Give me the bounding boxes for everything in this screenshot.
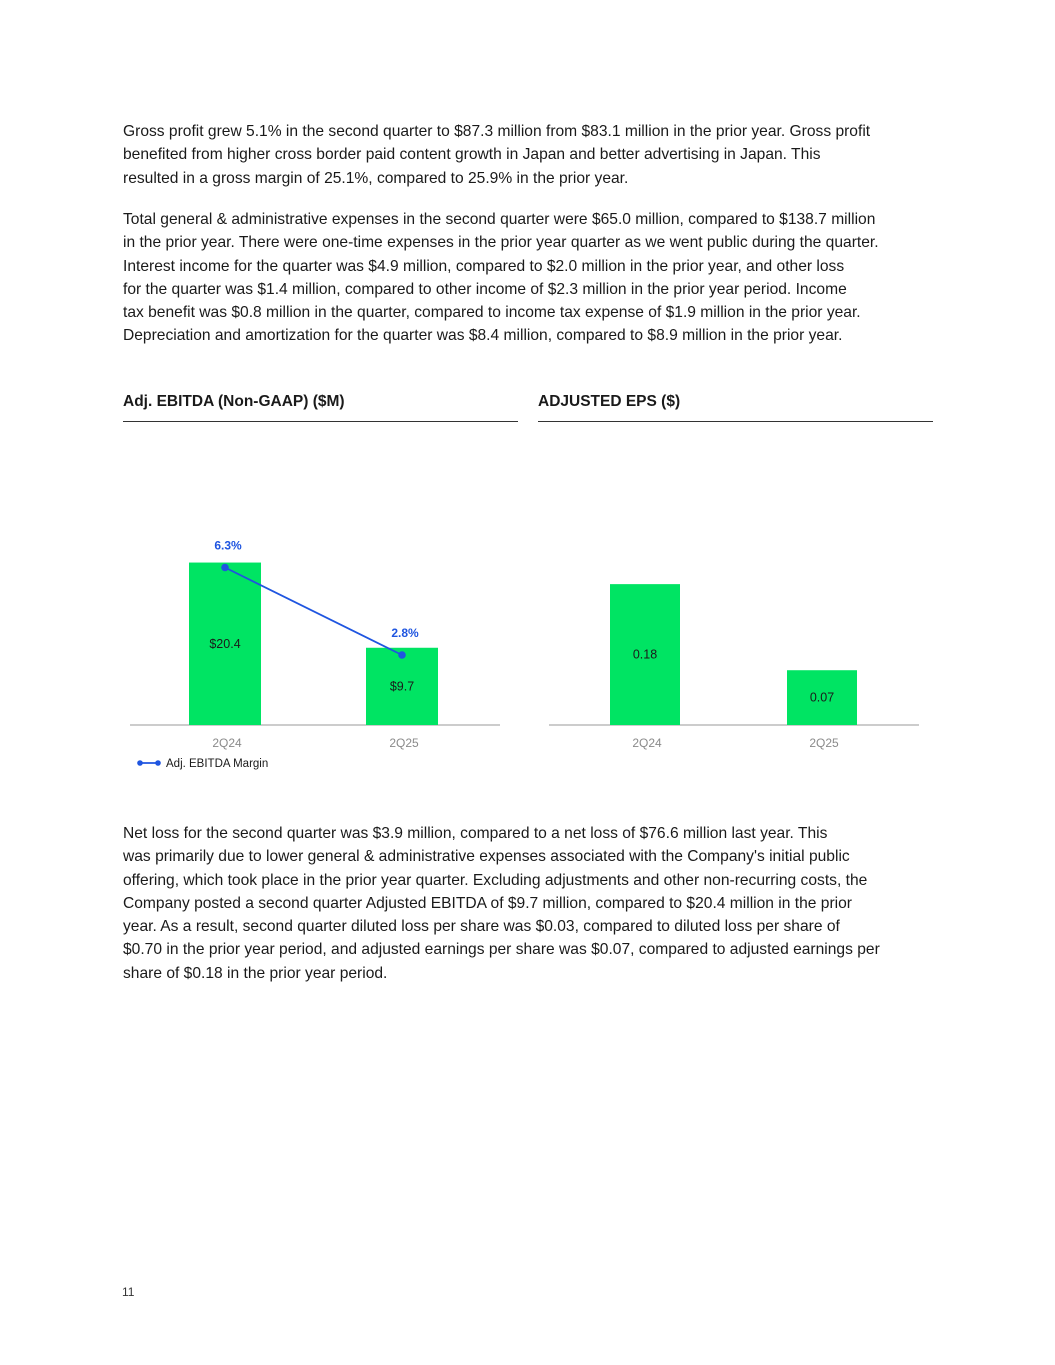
paragraph-line: Gross profit grew 5.1% in the second quarter to $87.3 million from $83.1 million in the prior year. Gross profit <box>123 123 871 140</box>
bar-value-label: $20.4 <box>209 636 241 651</box>
paragraph-line: Interest income for the quarter was $4.9 million, compared to $2.0 million in the prior year, and other loss <box>123 257 845 275</box>
page-number: 11 <box>122 1285 135 1299</box>
bar-value-label: 0.18 <box>632 647 658 662</box>
ebitda-chart-title: Adj. EBITDA (Non-GAAP) ($M) <box>123 393 345 410</box>
paragraph-line: share of $0.18 in the prior year period. <box>123 964 388 982</box>
paragraph-line: resulted in a gross margin of 25.1%, compared to 25.9% in the prior year. <box>123 169 629 187</box>
paragraph-line: year. As a result, second quarter diluted loss per share was $0.03, compared to diluted loss per share of <box>123 918 840 936</box>
x-tick-label: 2Q25 <box>809 736 839 750</box>
paragraph-line: Total general & administrative expenses in the second quarter were $65.0 million, compared to $138.7 million <box>123 211 876 228</box>
bar-value-label: $9.7 <box>389 679 415 694</box>
paragraph-line: for the quarter was $1.4 million, compared to other income of $2.3 million in the prior year period. Income <box>123 280 847 298</box>
paragraph-line: benefited from higher cross border paid content growth in Japan and better advertising in Japan. This <box>123 146 821 164</box>
paragraph-line: tax benefit was $0.8 million in the quarter, compared to income tax expense of $1.9 million in the prior year. <box>123 304 861 322</box>
paragraph-line: $0.70 in the prior year period, and adjusted earnings per share was $0.07, compared to adjusted earnings per <box>123 941 880 959</box>
paragraph-line: in the prior year. There were one-time expenses in the prior year quarter as we went public during the quarter. <box>123 234 879 252</box>
eps-chart-title: ADJUSTED EPS ($) <box>538 393 681 410</box>
x-tick-label: 2Q25 <box>389 736 419 750</box>
paragraph-line: Depreciation and amortization for the quarter was $8.4 million, compared to $8.9 million in the prior year. <box>123 327 843 345</box>
net-loss-paragraph <box>123 822 938 985</box>
paragraph-line: offering, which took place in the prior year quarter. Excluding adjustments and other non-recurring costs, the <box>123 871 868 889</box>
x-tick-label: 2Q24 <box>632 736 662 750</box>
bar-value-label: 0.07 <box>809 690 835 705</box>
legend-label: Adj. EBITDA Margin <box>166 758 269 770</box>
paragraph-line: was primarily due to lower general & administrative expenses associated with the Company's initial public <box>123 848 850 866</box>
paragraph-line: Net loss for the second quarter was $3.9 million, compared to a net loss of $76.6 million last year. This <box>123 825 828 842</box>
margin-value-label: 2.8% <box>391 626 419 640</box>
x-tick-label: 2Q24 <box>212 736 242 750</box>
margin-value-label: 6.3% <box>214 538 242 553</box>
paragraph-line: Company posted a second quarter Adjusted EBITDA of $9.7 million, compared to $20.4 million in the prior <box>123 894 852 912</box>
